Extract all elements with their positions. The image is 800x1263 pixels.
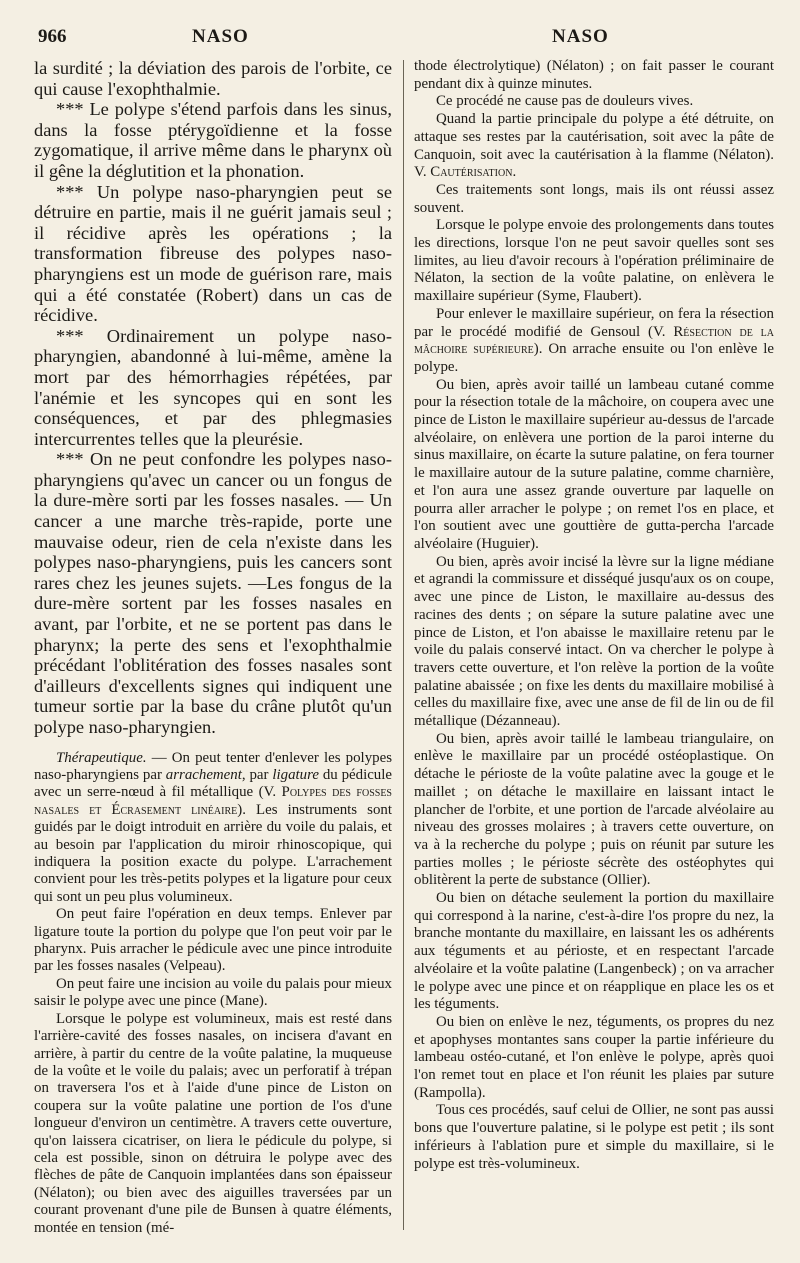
text: ). Les instruments sont guidés par le doigt introduit en arrière du voile du palais, et au besoin par l'application du miroir rhinoscopique, qui indiquera la position exacte du polype. L'arrachement convient pour les très-petits polypes et la ligature pour ceux qui sont un peu plus volumineux. — [34, 801, 392, 905]
paragraph: Lorsque le polype est volumineux, mais est resté dans l'arrière-cavité des fosses nasales, on incisera d'avant en arrière, à partir du centre de la voûte palatine, la muqueuse de la voûte et le voile du palais; avec un perforatif à trépan on traversera l'os et à l'aide d'une pince de Liston on coupera sur la voûte palatine une portion de l'os d'une longueur d'environ un centimètre. A travers cette ouverture, qu'on laissera cicatriser, on liera le pédicule du polype, si cela est possible, sinon on détruira le polype avec des flèches de pâte de Canquoin implantées dans son épaisseur (Nélaton); ou bien avec des aiguilles traversées par un courant provenant d'une pile de Bunsen à quatre éléments, montée en tension (mé- — [34, 1010, 392, 1236]
text: , par — [241, 767, 273, 783]
paragraph: *** Ordinairement un polype naso-pharyngien, abandonné à lui-même, amène la mort par des hémorrhagies répétées, par l'anémie et les syncopes qui en sont les conséquences, et par des phlegmasies intercurrentes telles que la pleurésie. — [34, 325, 392, 449]
left-column — [34, 58, 392, 1237]
paragraph: la surdité ; la déviation des parois de l'orbite, ce qui cause l'exophthalmie. — [34, 58, 392, 99]
large-text-section — [34, 58, 392, 738]
therapeutics-section — [34, 750, 392, 1237]
paragraph: Ou bien, après avoir taillé le lambeau triangulaire, on enlève le maxillaire par un procédé ostéoplastique. On détache le périoste de la voûte palatine avec la gouge et le maillet ; on détache le maxillaire en laissant intact le plancher de l'orbite, et une portion de l'arcade alvéolaire au niveau des grosses molaires ; à travers cette ouverture, on va à la recherche du polype ; puis on réunit par suture les parties molles ; le périoste sécrète des ostéophytes qui oblitèrent la perte de substance (Ollier). — [414, 730, 774, 889]
cross-reference: Polypes des fosses nasales et Écrasement linéaire — [34, 784, 392, 818]
text: du pédicule avec un serre-nœud à fil métallique (V. — [34, 767, 393, 801]
cross-reference: Cautérisation — [430, 164, 513, 181]
emphasis: arrachement — [165, 767, 242, 783]
paragraph: Ces traitements sont longs, mais ils ont réussi assez souvent. — [414, 181, 774, 216]
emphasis: ligature — [272, 767, 319, 783]
paragraph — [34, 750, 392, 907]
paragraph: Ce procédé ne cause pas de douleurs vives. — [436, 93, 694, 110]
paragraph — [414, 111, 774, 182]
paragraph: Ou bien, après avoir incisé la lèvre sur la ligne médiane et agrandi la commissure et disséqué jusqu'aux os on coupe, avec une pince de Liston, le maxillaire au-dessus des racines des dents ; on sépare la suture palatine avec une pince de Liston, et l'on abaisse le maxillaire retenu par le voile du palais conservé intact. On va chercher le polype à travers cette ouverture, et l'on relève la portion de la voûte palatine abaissée ; on fixe les dents du maxillaire mobilisé à celles du maxillaire fixe, avec une anse de fil de lin ou de fil métallique (Dézanneau). — [414, 553, 774, 730]
text: ). On arrache ensuite ou l'on enlève le polype. — [414, 341, 774, 375]
cross-reference: Résection de la mâchoire supérieure — [414, 323, 774, 358]
page-number: 966 — [38, 26, 67, 47]
page-header — [0, 26, 800, 54]
paragraph: Ou bien on enlève le nez, téguments, os propres du nez et apophyses montantes sans couper la partie inférieure du lambeau ostéo-cutané, et l'on enlève le polype, après quoi l'on remet tout en place et l'on réunit les plaies par suture (Rampolla). — [414, 1013, 774, 1101]
paragraph: Tous ces procédés, sauf celui de Ollier, ne sont pas aussi bons que l'ouverture palatine, si le polype est petit ; ils sont inférieurs à l'ablation pure et simple du maxillaire, si le polype est très-volumineux. — [414, 1102, 774, 1172]
paragraph — [414, 306, 774, 377]
column-divider — [403, 60, 404, 1230]
text: Quand la partie principale du polype a été détruite, on attaque ses restes par la cautérisation, soit avec la pâte de Canquoin, soit avec la cautérisation à la flamme (Nélaton). V. — [414, 111, 774, 181]
right-column — [414, 58, 774, 1173]
paragraph: On peut faire une incision au voile du palais pour mieux saisir le polype avec une pince (Mane). — [34, 975, 392, 1010]
paragraph: *** On ne peut confondre les polypes naso-pharyngiens qu'avec un cancer ou un fongus de la dure-mère sorti par les fosses nasales. — Un cancer a une marche très-rapide, porte une mauvaise odeur, rien de cela n'existe dans les polypes naso-pharyngiens, puis les cancers sont rares chez les jeunes sujets. —Les fongus de la dure-mère sortent par les fosses nasales en avant, par l'orbite, et ne se portent pas dans le pharynx; la perte des sens et l'exophthalmie précédant l'oblitération des fosses nasales sont d'ailleurs d'excellents signes qui indiquent une tumeur sortie par la base du crâne plutôt qu'un polype naso-pharyngien. — [34, 449, 392, 737]
paragraph: Ou bien on détache seulement la portion du maxillaire qui correspond à la narine, c'est-à-dire l'os propre du nez, la branche montante du maxillaire, en laissant les os adhérents aux téguments et au périoste, et en respectant l'arcade alvéolaire et la voûte palatine (Langenbeck) ; on va arracher le polype avec une pince et on réapplique en place les os et les téguments. — [414, 890, 774, 1013]
section-heading: Thérapeutique. — [56, 749, 147, 766]
paragraph: On peut faire l'opération en deux temps. Enlever par ligature toute la portion du polype que l'on peut voir par le pharynx. Puis arracher le pédicule avec une pince introduite par les fosses nasales (Velpeau). — [34, 906, 392, 975]
paragraph: Lorsque le polype envoie des prolongements dans toutes les directions, lorsque l'on ne peut savoir quelles sont ses limites, au lieu d'avoir recours à l'opération préliminaire de Nélaton, la section de la voûte palatine, on enlèvera le maxillaire supérieur (Syme, Flaubert). — [414, 217, 774, 305]
text: — On peut tenter d'enlever les polypes naso-pharyngiens par — [34, 749, 392, 783]
text: Pour enlever le maxillaire supérieur, on fera la résection par le procédé modifié de Gensoul (V. — [414, 305, 774, 340]
running-head-left: NASO — [192, 26, 249, 47]
running-head-right: NASO — [552, 26, 609, 47]
paragraph: *** Le polype s'étend parfois dans les sinus, dans la fosse ptérygoïdienne et la fosse zygomatique, il arrive même dans le pharynx où il gêne la déglutition et la phonation. — [34, 99, 392, 181]
paragraph: *** Un polype naso-pharyngien peut se détruire en partie, mais il ne guérit jamais seul ; il récidive après les opérations ; la transformation fibreuse des polypes naso-pharyngiens est un mode de guérison rare, mais qui a été constatée (Robert) dans un cas de récidive. — [34, 181, 392, 326]
paragraph: thode électrolytique) (Nélaton) ; on fait passer le courant pendant dix à quinze minutes. — [414, 58, 774, 92]
paragraph: Ou bien, après avoir taillé un lambeau cutané comme pour la résection totale de la mâchoire, on coupera avec une pince de Liston le maxillaire supérieur au-dessus de l'arcade alvéolaire, on enlèvera une portion de la paroi interne du sinus maxillaire, on écarte la suture palatine, on fera tourner le maxillaire autour de la suture palatine, comme charnière, et l'on aura une assez grande ouverture par laquelle on pourra aller arracher le polype ; on remet l'os en place, et l'on soutient avec une gouttière de gutta-percha l'arcade alvéolaire (Huguier). — [414, 376, 774, 552]
text: . — [512, 164, 517, 181]
